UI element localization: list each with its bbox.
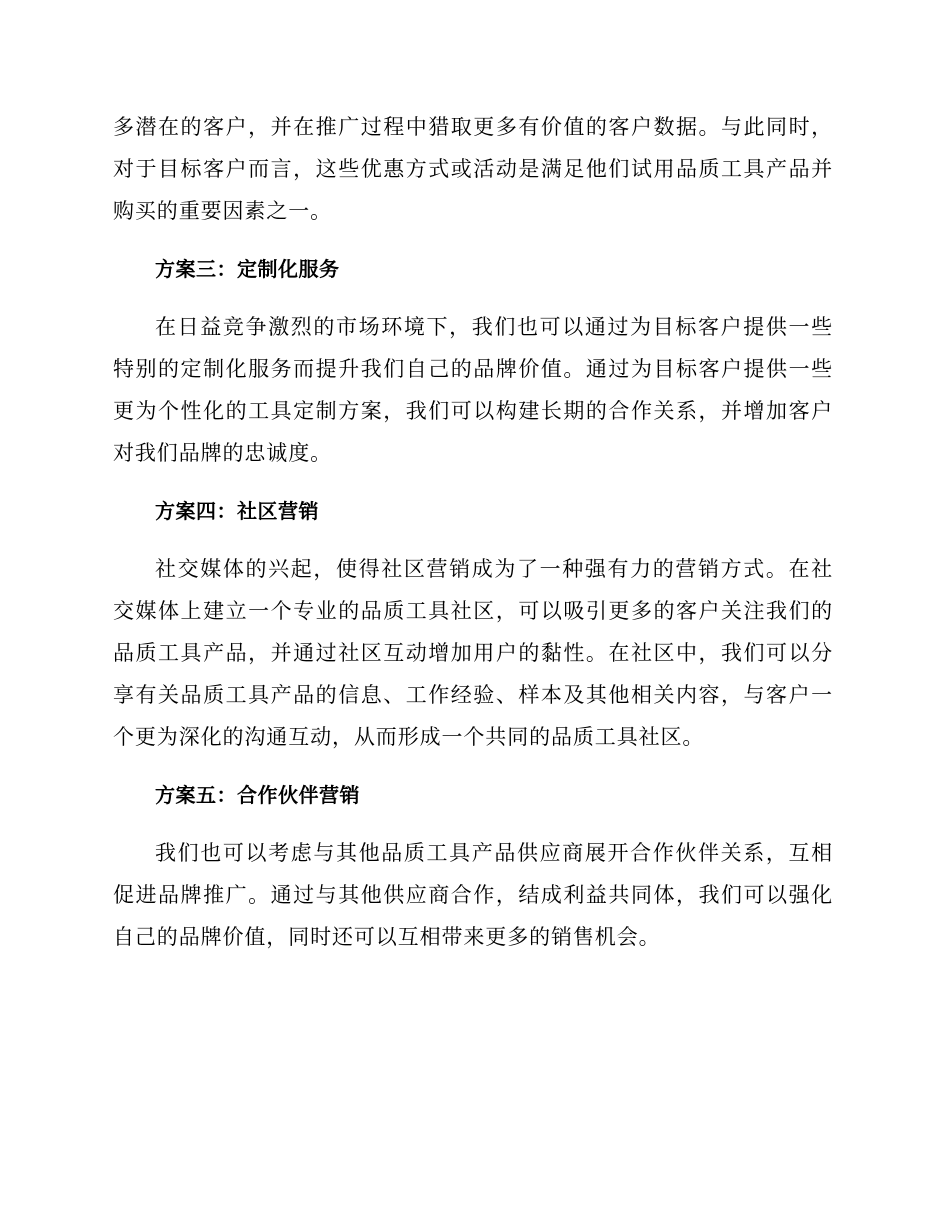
paragraph-plan-five: 我们也可以考虑与其他品质工具产品供应商展开合作伙伴关系，互相促进品牌推广。通过与其他供应商合作，结成利益共同体，我们可以强化自己的品牌价值，同时还可以互相带来更多的销售机会。 [113, 841, 833, 949]
section-heading-plan-three: 方案三：定制化服务 [155, 257, 340, 281]
paragraph-plan-four: 社交媒体的兴起，使得社区营销成为了一种强有力的营销方式。在社交媒体上建立一个专业的品质工具社区，可以吸引更多的客户关注我们的品质工具产品，并通过社区互动增加用户的黏性。在社区中，我们可以分享有关品质工具产品的信息、工作经验、样本及其他相关内容，与客户一个更为深化的沟通互动，从而形成一个共同的品质工具社区。 [113, 557, 833, 749]
section-heading-plan-four: 方案四：社区营销 [155, 499, 319, 523]
document-body [113, 106, 833, 974]
section-heading-plan-five: 方案五：合作伙伴营销 [155, 783, 360, 807]
paragraph-continued: 多潜在的客户，并在推广过程中猎取更多有价值的客户数据。与此同时，对于目标客户而言，这些优惠方式或活动是满足他们试用品质工具产品并购买的重要因素之一。 [113, 115, 833, 223]
paragraph-plan-three: 在日益竞争激烈的市场环境下，我们也可以通过为目标客户提供一些特别的定制化服务而提升我们自己的品牌价值。通过为目标客户提供一些更为个性化的工具定制方案，我们可以构建长期的合作关系，并增加客户对我们品牌的忠诚度。 [113, 315, 833, 465]
